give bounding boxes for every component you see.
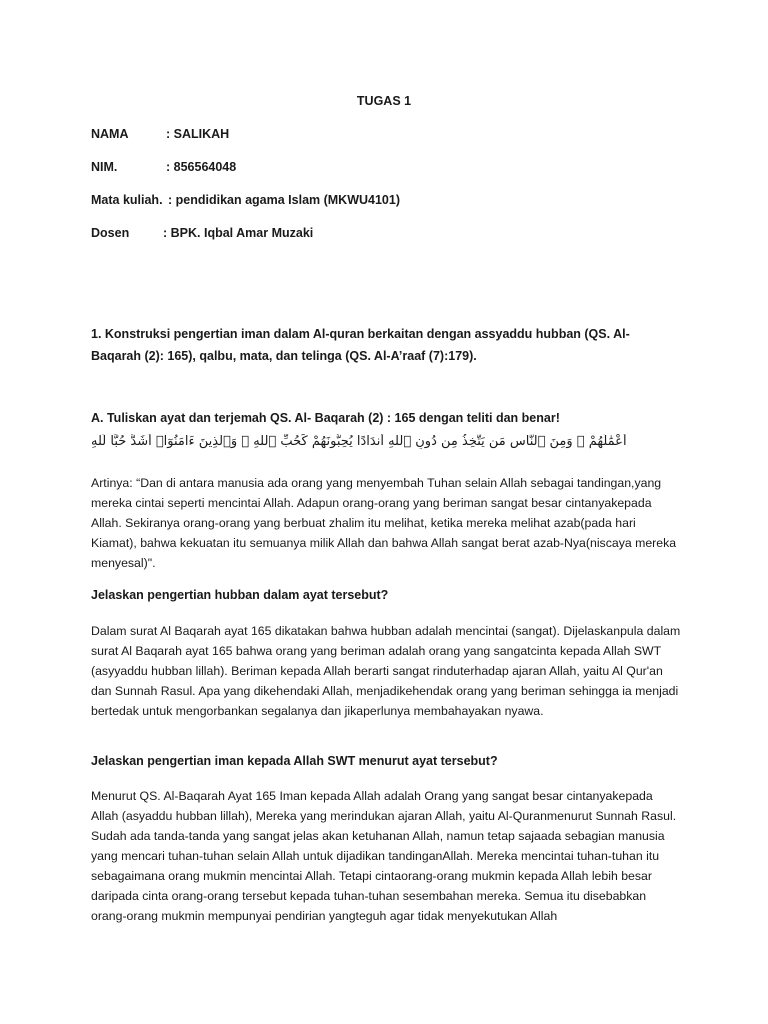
section-a-heading: A. Tuliskan ayat dan terjemah QS. Al- Baqarah (2) : 165 dengan teliti dan benar! [91,411,560,425]
nama-row [91,127,230,141]
artinya-paragraph: Artinya: “Dan di antara manusia ada orang yang menyembah Tuhan selain Allah sebagai tandingan,yang mereka cintai seperti mencintai Allah. Adapun orang-orang yang beriman sangat besar cintanyakepada Allah. Sekiranya orang-orang yang berbuat zhalim itu melihat, ketika mereka melihat azab(pada hari Kiamat), bahwa kekuatan itu semuanya milik Allah dan bahwa Allah sangat berat azab-Nya(niscaya mereka menyesal)". [91,476,677,570]
matkul-row [91,193,401,207]
dosen-value: : BPK. Iqbal Amar Muzaki [163,226,314,240]
arabic-verse: أَعْمَٰلَهُمْ ۚ وَمِنَ ٱلنَّاسِ مَن يَتَّخِذُ مِن دُونِ ٱللَّهِ أَندَادًا يُحِبُّونَهُمْ كَحُبِّ ٱللَّهِ ۖ وَٱلَّذِينَ ءَامَنُوٓا۟ أَشَدُّ حُبًّا لِّلَّهِ [91,434,627,449]
nim-value: : 856564048 [166,160,237,174]
dosen-row [91,226,314,240]
question-1: 1. Konstruksi pengertian iman dalam Al-quran berkaitan dengan assyaddu hubban (QS. Al-Baqarah (2): 165), qalbu, mata, dan telinga (QS. Al-A’raaf (7):179). [91,327,630,363]
answer-hubban: Dalam surat Al Baqarah ayat 165 dikatakan bahwa hubban adalah mencintai (sangat). Dijelaskanpula dalam surat Al Baqarah ayat 165 bahwa orang yang beriman adalah orang yang sangatcinta kepada Allah SWT (asyyaddu hubban lillah). Beriman kepada Allah berarti sangat rinduterhadap ajaran Allah, yaitu Al Qur'an dan Sunnah Rasul. Apa yang dikehendaki Allah, menjadikehendak orang yang beriman sehingga ia menjadi bertedak untuk mengorbankan segalanya dan jikaperlunya membahayakan nyawa. [91,624,681,718]
answer-iman: Menurut QS. Al-Baqarah Ayat 165 Iman kepada Allah adalah Orang yang sangat besar cintanyakepada Allah (asyaddu hubban lillah), Mereka yang merindukan ajaran Allah, yaitu Al-Quranmenurut Sunnah Rasul. Sudah ada tanda-tanda yang sangat jelas akan ketuhanan Allah, namun tetap sajaada sebagian manusia yang mencari tuhan-tuhan selain Allah untuk dijadikan tandinganAllah. Mereka mencintai tuhan-tuhan itu sebagaimana orang mukmin mencintai Allah. Tetapi cintaorang-orang mukmin kepada Allah lebih besar daripada cinta orang-orang tersebut kepada tuhan-tuhan sesembahan mereka. Semua itu disebabkan orang-orang mukmin mempunyai pendirian yangteguh agar tidak menyekutukan Allah [91,789,677,923]
document-title: TUGAS 1 [356,94,412,108]
dosen-label: Dosen [91,226,130,240]
nim-label: NIM. [91,160,118,174]
question-hubban: Jelaskan pengertian hubban dalam ayat tersebut? [91,588,389,602]
matkul-label: Mata kuliah. [91,193,163,207]
matkul-value: : pendidikan agama Islam (MKWU4101) [168,193,401,207]
nama-value: : SALIKAH [166,127,230,141]
nama-label: NAMA [91,127,129,141]
question-iman: Jelaskan pengertian iman kepada Allah SWT menurut ayat tersebut? [91,754,498,768]
nim-row [91,160,237,174]
